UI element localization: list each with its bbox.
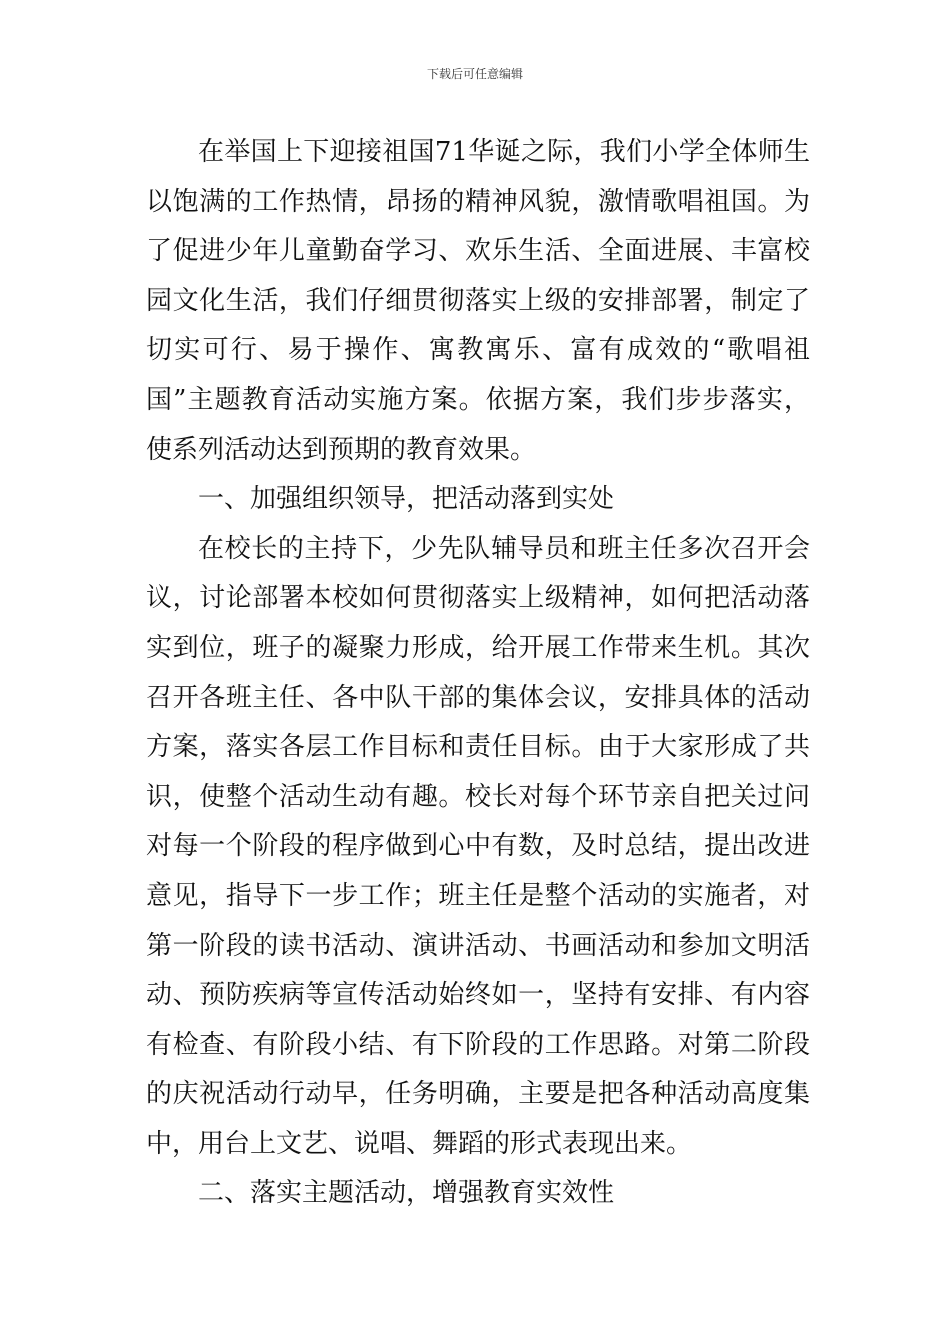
section-heading-text: 一、加强组织领导，把活动落到实处 bbox=[198, 484, 615, 515]
paragraph-line: 有检查、有阶段小结、有下阶段的工作思路。对第二阶段 bbox=[146, 1029, 810, 1060]
paragraph-line: 中，用台上文艺、说唱、舞蹈的形式表现出来。 bbox=[146, 1128, 693, 1159]
paragraph-line: 识，使整个活动生动有趣。校长对每个环节亲自把关过问 bbox=[146, 781, 810, 812]
paragraph-line: 的庆祝活动行动早，任务明确，主要是把各种活动高度集 bbox=[146, 1079, 810, 1110]
paragraph-line: 在校长的主持下，少先队辅导员和班主任多次召开会 bbox=[198, 533, 810, 564]
document-body bbox=[146, 128, 810, 1219]
paragraph-line: 园文化生活，我们仔细贯彻落实上级的安排部署，制定了 bbox=[146, 285, 810, 316]
paragraph-line: 议，讨论部署本校如何贯彻落实上级精神，如何把活动落 bbox=[146, 583, 810, 614]
intro-paragraph bbox=[146, 128, 810, 475]
paragraph-line: 方案，落实各层工作目标和责任目标。由于大家形成了共 bbox=[146, 732, 810, 763]
section-heading-1 bbox=[146, 475, 810, 525]
paragraph-line: 以饱满的工作热情，昂扬的精神风貌，激情歌唱祖国。为 bbox=[146, 186, 810, 217]
page-header-note: 下载后可任意编辑 bbox=[426, 67, 523, 81]
paragraph-line: 动、预防疾病等宣传活动始终如一，坚持有安排、有内容 bbox=[146, 980, 810, 1011]
paragraph-line: 实到位，班子的凝聚力形成，给开展工作带来生机。其次 bbox=[146, 632, 810, 663]
section-1-paragraph bbox=[146, 525, 810, 1170]
section-heading-2 bbox=[146, 1169, 810, 1219]
paragraph-line: 对每一个阶段的程序做到心中有数，及时总结，提出改进 bbox=[146, 831, 810, 862]
paragraph-line: 国”主题教育活动实施方案。依据方案，我们步步落实， bbox=[146, 384, 810, 415]
paragraph-line: 了促进少年儿童勤奋学习、欢乐生活、全面进展、丰富校 bbox=[146, 236, 810, 267]
paragraph-line: 意见，指导下一步工作；班主任是整个活动的实施者，对 bbox=[146, 880, 810, 911]
paragraph-line: 切实可行、易于操作、寓教寓乐、富有成效的“歌唱祖 bbox=[146, 335, 810, 366]
section-heading-text: 二、落实主题活动，增强教育实效性 bbox=[198, 1178, 615, 1209]
paragraph-line: 第一阶段的读书活动、演讲活动、书画活动和参加文明活 bbox=[146, 930, 810, 961]
paragraph-line: 在举国上下迎接祖国71华诞之际，我们小学全体师生 bbox=[198, 137, 810, 167]
paragraph-line: 使系列活动达到预期的教育效果。 bbox=[146, 434, 537, 465]
paragraph-line: 召开各班主任、各中队干部的集体会议，安排具体的活动 bbox=[146, 682, 810, 713]
